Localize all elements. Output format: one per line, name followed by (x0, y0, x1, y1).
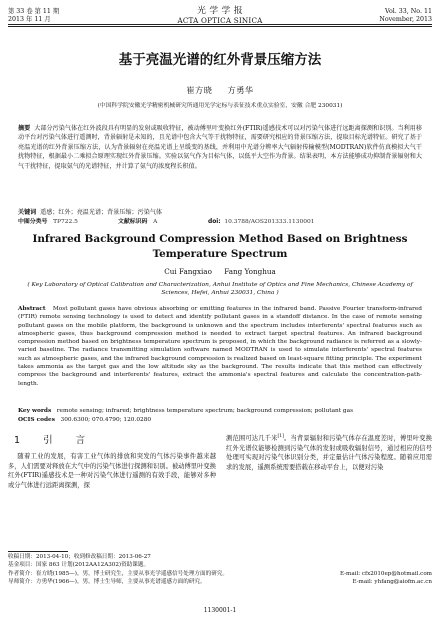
abstract-en (18, 305, 422, 388)
abstract-en-label: Abstract (18, 306, 46, 312)
page-number: 1130001-1 (203, 607, 237, 614)
body-text: 测范围可达几千米 (226, 435, 278, 443)
keywords-cn-text: 遥感；红外；亮温光谱；背景压缩；污染气体 (40, 209, 163, 216)
doc-code-cell (118, 218, 157, 227)
ocis-label: OCIS codes (18, 417, 55, 423)
keywords-cn (18, 208, 422, 217)
abstract-en-text: Most pollutant gases have obvious absorbing or emitting features in the infrared band. Passive Fourier transform-infrared (FTIR) remote sensing technology is used to detect and identify pollutant gases in a standoff distance. In the case of remote sensing pollutant gases on the mobile platform, the background is unknown and the spectrum includes interferents' spectral features such as atmospheric gases, thus background compression method is needed to extract target spectral features. An infrared background compression method based on brightness temperature spectrum is proposed, in which the background radiance is referred as a slowly-varied baseline. The radiance transmitting simulation software named MODTRAN is used to simulate interferents' spectral features such as atmospheric gases, and the infrared background compression is realized based on least-square fitting principle. The experiment takes ammonia as the target gas and the low altitude sky as the background. The results indicate that this method can effectively compress the background and interferents' features, extract the ammonia's spectral features and calculate the concentration-path-length. (18, 306, 422, 387)
affiliation-en: ( Key Laboratory of Optical Calibration and Characterization, Anhui Institute of Optics and Fine Mechanics, Chinese Academy of Sciences, Hefei, Anhui 230031, China ) (27, 282, 413, 297)
body-paragraph (226, 432, 432, 472)
doi-label: doi: (208, 219, 221, 225)
footnote-received: 收稿日期：2013-04-10；收到修改稿日期：2013-06-27 (8, 554, 151, 560)
keywords-en (18, 407, 422, 415)
journal-name (8, 6, 432, 25)
abstract-cn-text: 大部分污染气体在红外波段具有明显的发射或吸收特征，被动傅里叶变换红外(FTIR)遥感技术可以对污染气体进行远距离探测和识别。当利用移动平台对污染气体进行遥测时，背景辐射是未知的，且光谱中包含大气等干扰物特征，需要研究相应的背景压缩方法，提取目标光谱特征。研究了基于亮温光谱的红外背景压缩方法，认为背景辐射在亮温光谱上呈缓变的基线，并利用中光谱分辨率大气辐射传输模型(MODTRAN)软件仿真模拟大气干扰物特征，根据最小二乘拟合原理实现红外背景压缩。实验以氨气作为目标气体，以低平大空作为背景。结果表明，本方法能够成功抑制背景辐射和大气干扰特征，提取氨气的光谱特征，并计算了氨气的浓度程长积值。 (18, 125, 423, 170)
body-column-left (8, 432, 216, 490)
author-en: Fang Yonghua (224, 267, 276, 276)
doc-code-label: 文献标识码 (118, 219, 148, 225)
doc-code-value: A (153, 219, 158, 225)
section-heading: 1 引 言 (14, 435, 96, 446)
advisor-email[interactable]: E-mail: yhfang@aiofm.ac.cn (352, 579, 432, 586)
paper-title-cn: 基于亮温光谱的红外背景压缩方法 (118, 52, 322, 68)
clc-cell (18, 218, 78, 227)
clc-label: 中图分类号 (18, 219, 48, 225)
footnotes (8, 553, 432, 587)
affiliation-cn: (中国科学院安徽光学精密机械研究所通用光学定标与表征技术重点实验室，安徽 合肥 230031) (97, 103, 343, 109)
header-rule (8, 24, 432, 27)
advisor-bio-text: 导师简介：方勇华(1966—)，男，博士生导师，主要从事光谱遥感方面的研究。 (8, 579, 206, 586)
paper-title-en: Infrared Background Compression Method Based on Brightness Temperature Spectrum (32, 233, 408, 260)
keywords-en-text: remote sensing; infrared; brightness temperature spectrum; background compression; pollutant gas (56, 408, 354, 414)
footnote-author-bio (8, 570, 432, 578)
citation-ref[interactable]: [1] (277, 434, 284, 439)
abstract-cn-label: 摘要 (18, 125, 31, 132)
ocis-codes (18, 416, 422, 424)
volume-issue: 第 33 卷 第 11 期 (8, 8, 60, 15)
author-cn: 崔方晓 (186, 85, 213, 95)
body-text: 随着工业的发展，有害工业气体的排放和突发的气体污染事件越来越多，人们需要对释放在大气中的污染气体进行探测和识别。被动傅里叶变换红外(FTIR)遥感技术是一种对污染气体进行遥测的有效手段，能够对多种或分气体进行远距离探测，探 (8, 453, 217, 489)
author-en: Cui Fangxiao (164, 267, 212, 276)
doi-cell (208, 218, 314, 227)
journal-name-en: ACTA OPTICA SINICA (177, 16, 263, 25)
issue-date-en: November, 2013 (379, 16, 432, 23)
volume-issue-en: Vol. 33, No. 11 (385, 8, 432, 15)
body-paragraph (8, 452, 216, 490)
authors-en (0, 267, 440, 276)
doi-value: 10.3788/AOS201333.1130001 (224, 219, 315, 225)
footnote-funding: 基金项目：国家 863 计划(2012AA12A302)资助课题。 (8, 562, 150, 569)
running-head-right (379, 8, 432, 24)
body-column-right (226, 432, 432, 472)
abstract-cn (18, 124, 422, 171)
footnote-rule (8, 551, 68, 552)
body-text: 。当背景辐射和污染气体存在温度差时，傅里叶变换红外光谱仪能够检测到污染气体的发射或吸收辐射信号，通过相应的信号处理可实现对污染气体识别分类，并定量估计气体污染程度。随着应用需求的发展，遥测系统需要搭载在移动平台上，以便对污染 (226, 435, 433, 471)
journal-name-cn: 光 学 学 报 (197, 6, 243, 16)
author-cn: 方勇华 (227, 85, 254, 95)
author-bio-text: 作者简介：崔方晓(1985—)，男，博士研究生，主要从事光学遥感信号处理方面的研究。 (8, 570, 228, 577)
clc-value: TP722.5 (53, 219, 78, 225)
keywords-en-label: Key words (18, 408, 52, 414)
author-email[interactable]: E-mail: cfx2010ep@hotmail.com (339, 570, 432, 577)
keywords-cn-label: 关键词 (18, 209, 37, 216)
issue-date-cn: 2013 年 11 月 (8, 16, 51, 23)
footnote-advisor-bio (8, 578, 432, 586)
ocis-text: 300.6300; 070.4790; 120.0280 (60, 417, 152, 423)
authors-cn (0, 85, 440, 96)
